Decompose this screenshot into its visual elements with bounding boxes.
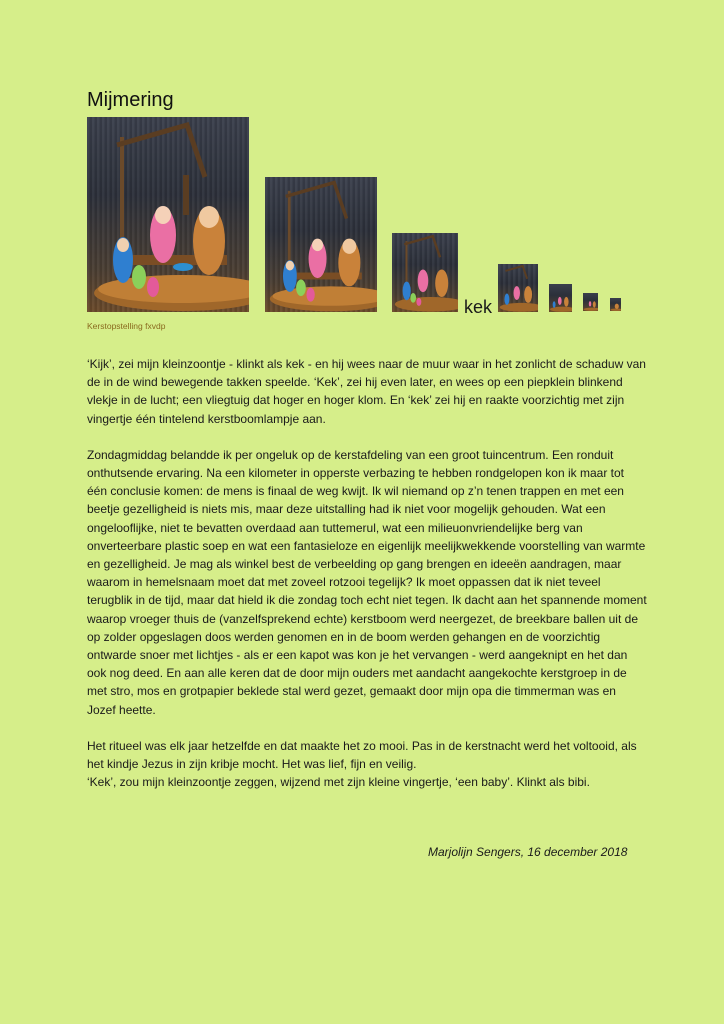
author-signature: Marjolijn Sengers, 16 december 2018: [428, 845, 628, 859]
nativity-figures-image: [583, 293, 598, 311]
nativity-figures-image: [392, 233, 458, 312]
paragraph-1: ‘Kijk’, zei mijn kleinzoontje - klinkt als kek - en hij wees naar de muur waar in het zonlicht de schaduw van de in de wind bewegende takken speelde. ‘Kek’, zei hij even later, en wees op een piepklein blinkend vlekje in de lucht; een vliegtuig dat hoger en hoger klom. En ‘kek’ zei hij en raakte voorzichtig met zijn vingertje één tintelend kerstboomlampje aan.: [87, 357, 646, 426]
nativity-figures-image: [87, 117, 249, 312]
kerstopstelling-photo-3: [392, 233, 458, 312]
paragraph-3: Het ritueel was elk jaar hetzelfde en dat maakte het zo mooi. Pas in de kerstnacht werd het voltooid, als het kindje Jezus in zijn kribje mocht. Het was lief, fijn en veilig.: [87, 738, 637, 772]
paragraph-2: Zondagmiddag belandde ik per ongeluk op de kerstafdeling van een groot tuincentrum. Een ronduit onthutsende ervaring. Na een kilometer in opperste verbazing te hebben rondgelopen kon ik maar tot één conclusie komen: de mens is finaal de weg kwijt. Ik wil niemand op z’n tenen trappen en met een beetje gezelligheid is niets mis, maar deze uitstalling had ik niet voor mogelijk gehouden. Wat een ongelooflijke, niet te bevatten overdaad aan tuttemerul, wat een milieuonvriendelijke berg van onverteerbare plastic soep en wat een fantasieloze en eigenlijk meelijkwekkende voorstelling van warmte en gezelligheid. Je mag als winkel best de verbeelding op gang brengen en ideeën aandragen, maar waarom in hemelsnaam moet dat met zoveel rotzooi tegelijk? Ik moet oppassen dat ik niet teveel terugblik in de tijd, maar dat hield ik die zondag toch echt niet tegen. Ik dacht aan het spannende moment waarop vroeger thuis de (vanzelfsprekend echte) kerstboom werd neergezet, de breekbare ballen uit de op zolder opgeslagen doos werden genomen en in de boom werden gehangen en de voorzichtig ontwarde snoer met lichtjes - als er een kapot was kon je het vervangen - werd aangeknipt en het dan ook nog deed. En aan alle keren dat de door mijn ouders met aandacht aangekochte kerstgroep in de met stro, mos en grotpapier beklede stal werd gezet, gemaakt door mijn opa die timmerman was en Jozef heette.: [87, 447, 647, 717]
page-title: Mijmering: [87, 89, 174, 111]
photo-caption: Kerstopstelling fxvdp: [87, 321, 166, 331]
kerstopstelling-photo-5: [549, 284, 572, 312]
nativity-figures-image: [549, 284, 572, 312]
kerstopstelling-photo-7: [610, 298, 621, 311]
kek-label: kek: [464, 297, 493, 317]
kerstopstelling-photo-1: [87, 117, 249, 312]
kerstopstelling-photo-6: [583, 293, 598, 311]
nativity-figures-image: [265, 177, 377, 312]
nativity-figures-image: [610, 298, 621, 311]
article-body: [87, 355, 647, 791]
kerstopstelling-photo-4: [498, 264, 538, 312]
nativity-figures-image: [498, 264, 538, 312]
paragraph-4: ‘Kek’, zou mijn kleinzoontje zeggen, wijzend met zijn kleine vingertje, ‘een baby’. Klinkt als bibi.: [87, 775, 590, 790]
kerstopstelling-photo-2: [265, 177, 377, 312]
